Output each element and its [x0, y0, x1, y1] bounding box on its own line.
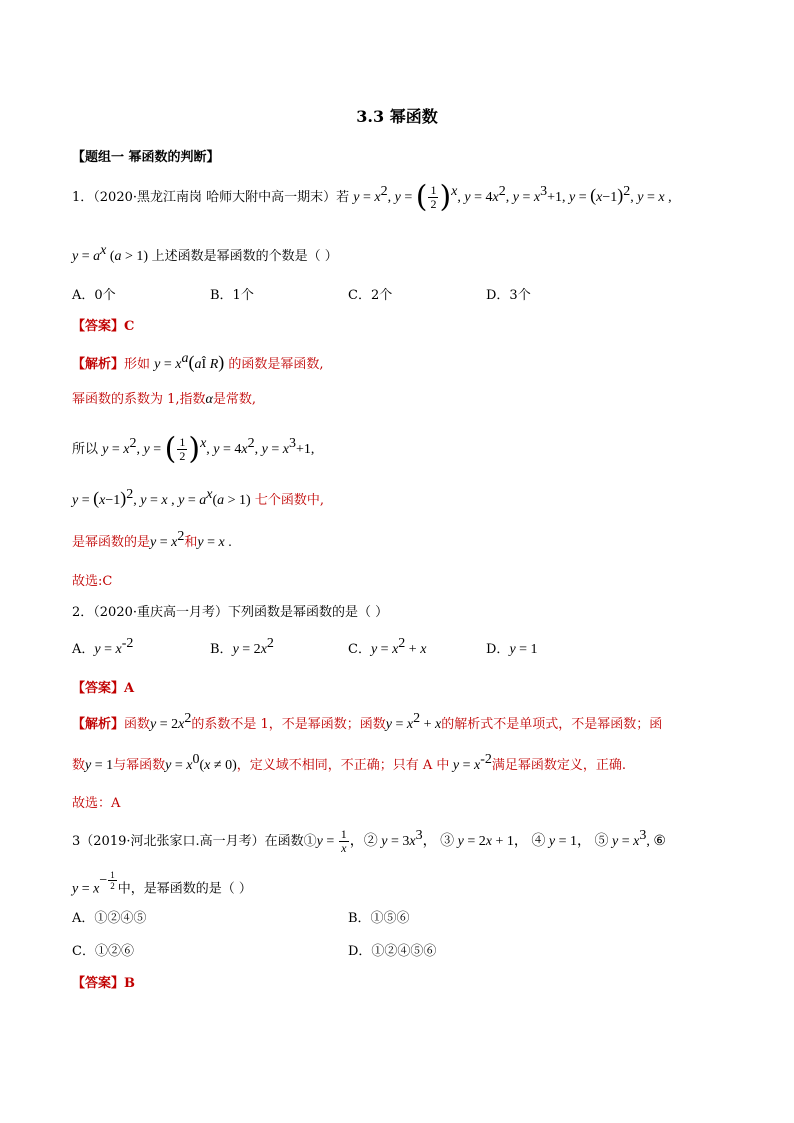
q2-option-b: B．$y = 2x^2$ — [210, 636, 274, 657]
q2-conclusion: 故选：A — [72, 796, 121, 811]
q3-option-d: D．①②④⑤⑥ — [348, 944, 437, 959]
answer-label: 【答案】 — [72, 319, 125, 334]
answer-label: 【答案】 — [72, 976, 125, 991]
q3-option-b: B．①⑤⑥ — [348, 911, 410, 926]
q1-option-d: D．3个 — [486, 288, 531, 303]
q1-analysis-line-4: $y = (x-1)^2$, y = x , $y = a^x(a > 1)$ 七个函数中, — [72, 487, 324, 508]
group-heading: 【题组一 幂函数的判断】 — [72, 150, 220, 165]
q1-conclusion: 故选:C — [72, 574, 113, 589]
q1-analysis-line-5: 是幂函数的是$y = x^2$和y = x . — [72, 529, 232, 550]
question-1-line-2: $y = a^x$ (a > 1) 上述函数是幂函数的个数是（ ） — [72, 243, 338, 264]
answer-value: A — [124, 681, 135, 696]
question-1-line-1: 1．（2020·黑龙江南岗 哈师大附中高一期末）若 $y = x^2$, y = ( $\frac{1}{2}$ )$^x$, $y = 4x^2$, $y = x^3+1$, $y = (x-1)^2$, y = x , — [72, 179, 672, 215]
answer-label: 【答案】 — [72, 681, 125, 696]
q3-answer — [72, 972, 135, 991]
question-2-prefix: 2．（2020·重庆高一月考）下列函数是幂函数的是（ ） — [72, 605, 389, 620]
answer-value: B — [124, 976, 136, 991]
q2-option-a: A．$y = x^{-2}$ — [72, 636, 134, 657]
q1-analysis-line-2: 幂函数的系数为 1,指数α是常数, — [72, 392, 257, 407]
q3-option-c: C．①②⑥ — [72, 944, 134, 959]
fraction: $\frac{1}{x}$ — [340, 827, 347, 855]
fraction: $\frac{1}{2}$ — [430, 183, 437, 211]
fraction: $\frac{1}{2}$ — [179, 435, 186, 463]
q2-analysis-line-1: 【解析】函数$y = 2x^2$的系数不是 1，不是幂函数；函数$y = x^2 + x$的解析式不是单项式，不是幂函数；函 — [72, 711, 663, 732]
question-3-line-2: $y = x^{- \frac{1}{2}}$ 中，是幂函数的是（ ） — [72, 870, 252, 897]
page-title: 3.3 幂函数 — [356, 107, 438, 126]
question-3-line-1: 3（2019·河北张家口.高一月考）在函数①y = $\frac{1}{x}$ ，② $y = 3x^3$， ③ y = 2x + 1， ④ y = 1， ⑤ $y = x^3$, ⑥ — [72, 827, 666, 855]
question-1-prefix: 1．（2020·黑龙江南岗 哈师大附中高一期末）若 — [72, 190, 350, 205]
q2-option-c: C．$y = x^2 + x$ — [348, 636, 427, 657]
question-1-tail: 上述函数是幂函数的个数是（ ） — [151, 249, 338, 264]
analysis-label: 【解析】 — [72, 357, 125, 372]
analysis-label: 【解析】 — [72, 717, 125, 732]
q1-analysis-line-3: 所以 $y = x^2$, y = ( $\frac{1}{2}$ )$^x$, $y = 4x^2$, $y = x^3+1$, — [72, 431, 315, 467]
q2-answer — [72, 677, 134, 696]
q1-option-a: A．0个 — [72, 288, 116, 303]
q2-analysis-line-2: 数y = 1与幂函数$y = x^0(x \ne 0)$，定义域不相同，不正确；只有 A 中 $y = x^{-2}$满足幂函数定义，正确. — [72, 752, 627, 773]
q1-option-b: B．1个 — [210, 288, 254, 303]
q1-answer — [72, 315, 134, 334]
q2-option-d: D．y = 1 — [486, 642, 538, 657]
answer-value: C — [124, 319, 135, 334]
q3-option-a: A．①②④⑤ — [72, 911, 147, 926]
q1-analysis-line-1: 【解析】形如 $y = x^a(aÎ$ R) 的函数是幂函数, — [72, 351, 324, 372]
q1-option-c: C．2个 — [348, 288, 393, 303]
